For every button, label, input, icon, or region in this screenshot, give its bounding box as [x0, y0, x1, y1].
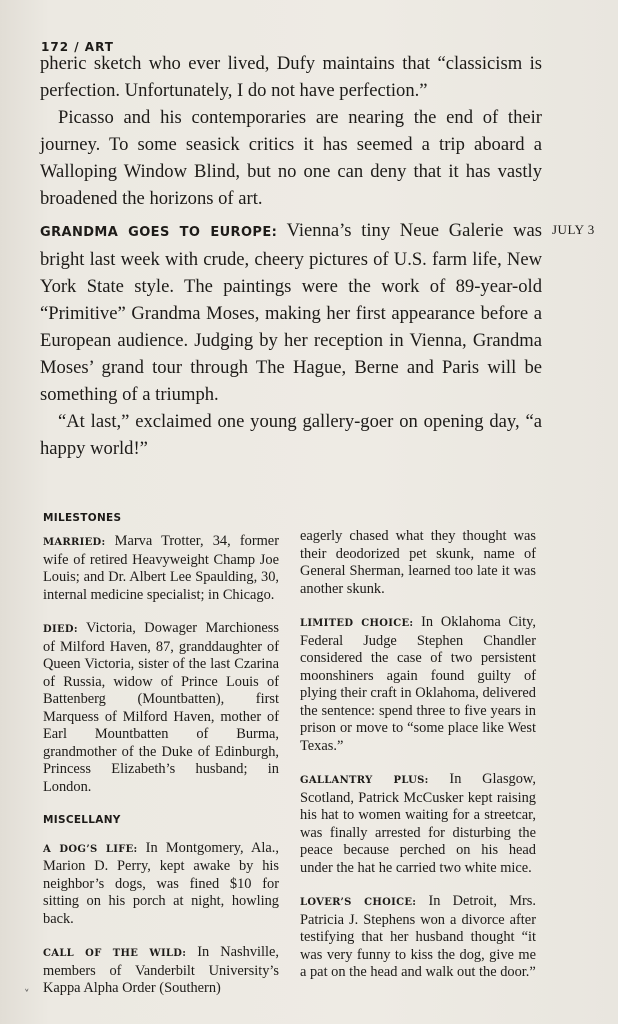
miscellany-title: MISCELLANY	[43, 814, 121, 826]
dog-lead: A DOG’S LIFE:	[43, 843, 138, 855]
gallantry-item	[300, 771, 536, 877]
wild-lead: CALL OF THE WILD:	[43, 948, 187, 959]
died-lead: DIED:	[43, 624, 78, 635]
grandma-paragraph	[40, 217, 542, 408]
dog-item	[43, 840, 279, 929]
milestones-title: MILESTONES	[43, 512, 122, 524]
left-column	[43, 533, 279, 1014]
art-article-continuation	[40, 50, 542, 212]
dog-text: In Montgomery, Ala., Marion D. Perry, kept awake by his neighbor’s dogs, was fined $10 for sitting on his porch at night, howling back.	[43, 839, 279, 927]
grandma-body: Vienna’s tiny Neue Galerie was bright last week with crude, cheery pictures of U.S. farm life, New York State style. The paintings were the work of 89-year-old “Primitive” Grandma Moses, making her first appearance before a European audience. Judging by her reception in Vienna, Grandma Moses’ grand tour through The Hague, Berne and Paris will be something of a triumph.	[40, 220, 542, 405]
married-item	[43, 533, 279, 604]
art-paragraph: Picasso and his contemporaries are nearing the end of their journey. To some seasick critics it has seemed a trip aboard a Walloping Window Blind, but no one can deny that it has vastly broadened the horizons of art.	[40, 107, 542, 209]
grandma-quote: “At last,” exclaimed one young gallery-goer on opening day, “a happy world!”	[40, 411, 542, 459]
corner-mark: ˅	[24, 988, 30, 1001]
gallantry-lead: GALLANTRY PLUS:	[300, 775, 429, 786]
wild-text: In Nashville, members of Vanderbilt University’s Kappa Alpha Order (Southern)	[43, 944, 279, 996]
limited-lead: LIMITED CHOICE:	[300, 618, 414, 629]
wild-continuation: eagerly chased what they thought was their deodorized pet skunk, name of General Sherman, learned too late it was another skunk.	[300, 528, 536, 597]
limited-item	[300, 614, 536, 755]
died-item	[43, 620, 279, 796]
gallantry-text: In Glasgow, Scotland, Patrick McCusker kept raising his hat to women waiting for a streetcar, was finally arrested for disturbing the peace because perched on his head under the hat he carried two white mice.	[300, 771, 536, 876]
lover-item	[300, 893, 536, 982]
grandma-headline: GRANDMA GOES TO EUROPE:	[40, 225, 278, 240]
limited-text: In Oklahoma City, Federal Judge Stephen Chandler considered the case of two persistent moonshiners again found guilty of plying their craft in Oklahoma, delivered the sentence: spend three to five years in prison or move to “some place like West Texas.”	[300, 614, 536, 754]
lover-lead: LOVER’S CHOICE:	[300, 897, 417, 908]
married-text: Marva Trotter, 34, former wife of retired Heavyweight Champ Joe Louis; and Dr. Albert Lee Spaulding, 30, internal medicine specialist; in Chicago.	[43, 533, 279, 603]
lover-text: In Detroit, Mrs. Patricia J. Stephens won a divorce after testifying that her husband thought “it was very funny to kiss the dog, give me a pat on the head and walk out the door.”	[300, 893, 536, 980]
right-column	[300, 528, 536, 998]
married-lead: MARRIED:	[43, 537, 106, 548]
wild-item	[43, 944, 279, 998]
page-number-header: 172 / ART	[41, 40, 114, 54]
art-paragraph: pheric sketch who ever lived, Dufy maintains that “classicism is perfection. Unfortunately, I do not have perfection.”	[40, 53, 542, 101]
grandma-article	[40, 217, 542, 462]
margin-date: JULY 3	[552, 222, 595, 237]
died-text: Victoria, Dowager Marchioness of Milford Haven, 87, granddaughter of Queen Victoria, sister of the last Czarina of Russia, widow of Prince Louis of Battenberg (Mountbatten), first Marquess of Milford Haven, mother of Earl Mountbatten of Burma, grandmother of the Duke of Edinburgh, Princess Elizabeth’s husband; in London.	[43, 620, 279, 795]
